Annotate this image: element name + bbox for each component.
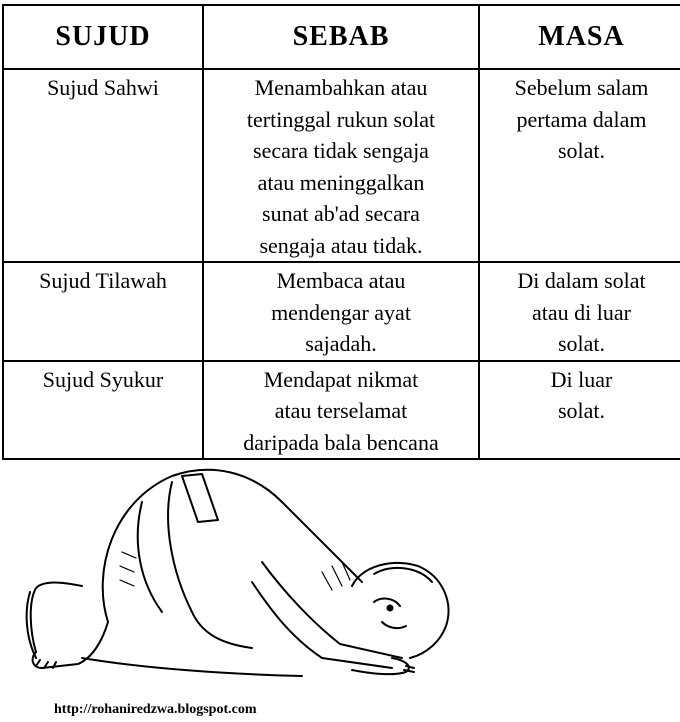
cell-line: Di dalam solat (517, 268, 646, 293)
cell-line: Mendapat nikmat (263, 366, 419, 392)
cell-line: Sebelum salam (514, 75, 649, 100)
header-row (3, 5, 680, 69)
cell-line: Sujud Sahwi (47, 75, 159, 100)
cell-line: Di luar (550, 366, 613, 392)
cell-line: Sujud Syukur (42, 366, 164, 392)
cell-line: mendengar ayat (271, 299, 411, 325)
header-sujud: SUJUD (3, 5, 203, 69)
cell-line: sunat ab'ad secara (262, 201, 420, 226)
cell-line: solat. (557, 398, 606, 423)
cell-line: solat. (557, 138, 606, 163)
cell-line: solat. (557, 331, 606, 356)
cell-line: Sujud Tilawah (39, 268, 167, 293)
table-row (3, 262, 680, 361)
table-row (3, 69, 680, 262)
cell-sujud (3, 361, 203, 460)
cell-sebab (203, 361, 479, 460)
cell-sujud (3, 69, 203, 262)
cell-line: daripada bala bencana (243, 429, 439, 455)
cell-line: tertinggal rukun solat (246, 106, 436, 132)
table-row (3, 361, 680, 460)
cell-line: secara tidak sengaja (253, 138, 429, 163)
sujud-table (2, 4, 680, 460)
prostrating-man-icon (22, 462, 472, 692)
cell-sebab (203, 262, 479, 361)
footer-url: http://rohaniredzwa.blogspot.com (54, 702, 257, 717)
cell-masa (479, 69, 680, 262)
cell-line: sajadah. (305, 331, 377, 356)
cell-line: Membaca atau (276, 268, 406, 293)
cell-line: Menambahkan atau (254, 75, 428, 100)
cell-masa (479, 361, 680, 460)
cell-line: sengaja atau tidak. (259, 232, 423, 258)
cell-line: pertama dalam (516, 106, 647, 132)
header-sebab: SEBAB (203, 5, 479, 69)
cell-sujud (3, 262, 203, 361)
cell-line: atau terselamat (274, 398, 408, 423)
header-masa: MASA (479, 5, 680, 69)
cell-sebab (203, 69, 479, 262)
cell-line: atau di luar (532, 299, 631, 325)
cell-masa (479, 262, 680, 361)
cell-line: atau meninggalkan (257, 169, 425, 195)
